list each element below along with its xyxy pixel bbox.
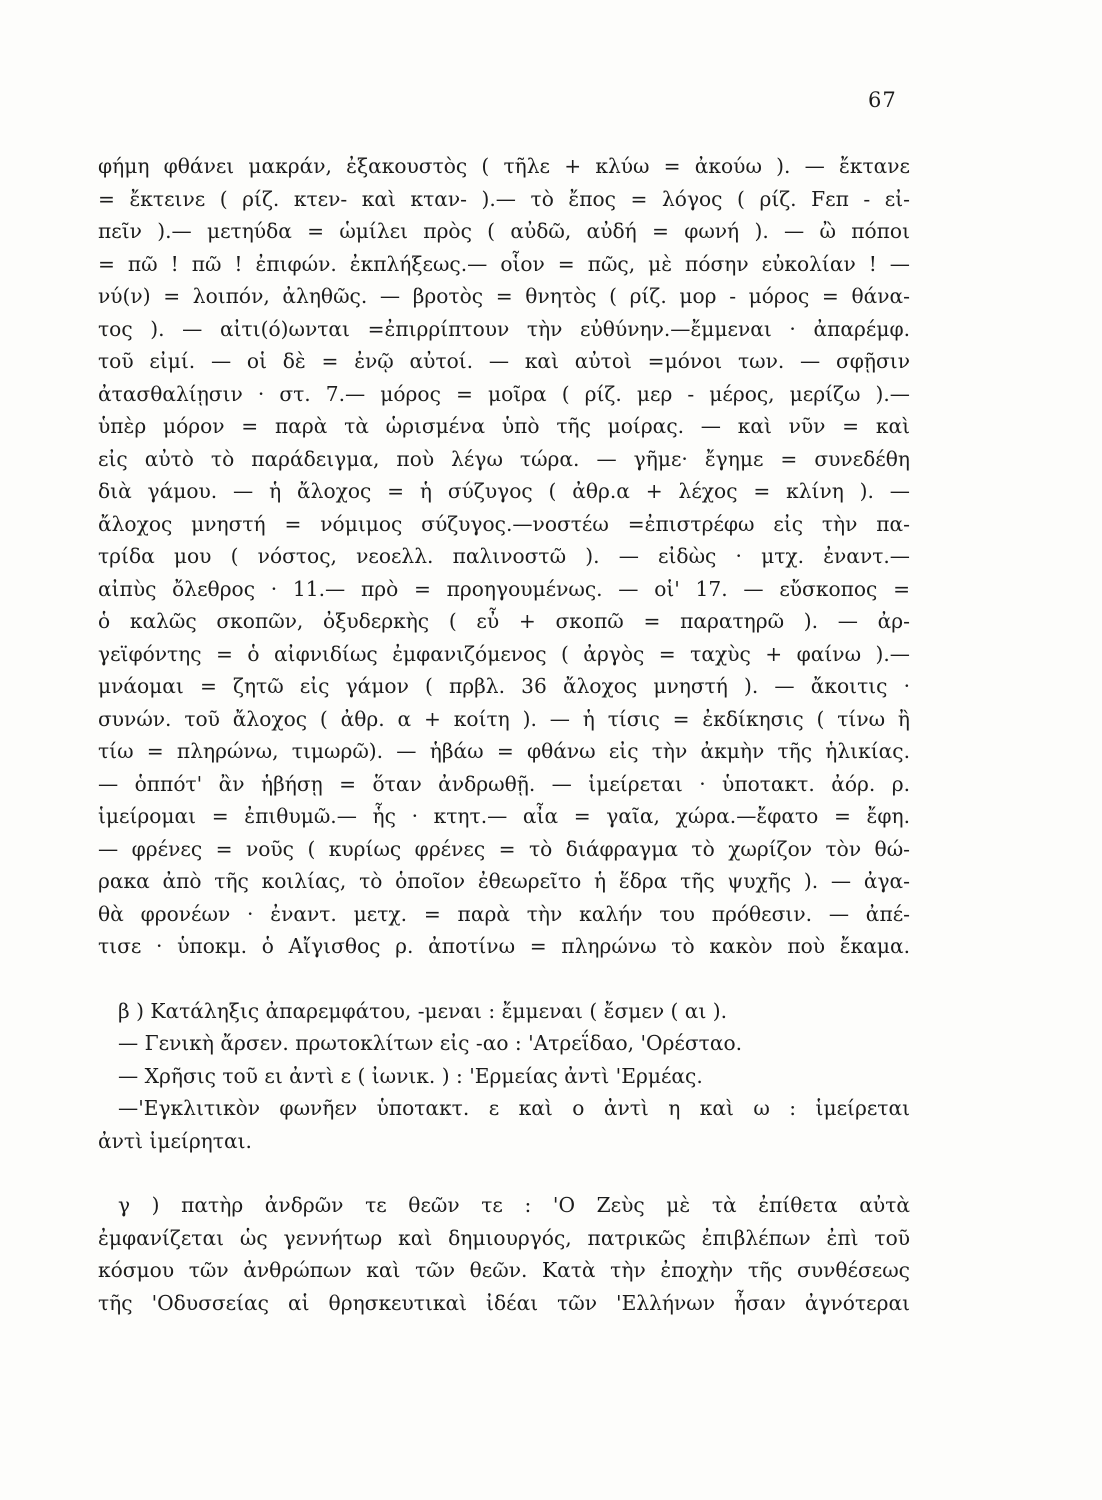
text-line: νύ(ν) = λοιπόν, ἀληθῶς. — βροτὸς = θνητὸς ( ρίζ. μορ - μόρος = θάνα- xyxy=(98,284,910,308)
text-line: αἰπὺς ὄλεθρος · 11.— πρὸ = προηγουμένως. — οἱ' 17. — εὔσκοπος = xyxy=(98,576,910,601)
text-line: ἄλοχος μνηστή = νόμιμος σύζυγος.—νοστέω =ἐπιστρέφω εἰς τὴν πα- xyxy=(98,511,910,536)
grammar-notes-paragraph xyxy=(98,995,910,1158)
text-line: τοῦ εἰμί. — οἱ δὲ = ἐνῷ αὐτοί. — καὶ αὐτοὶ =μόνοι των. — σφῇσιν xyxy=(98,349,910,373)
page-number: 67 xyxy=(868,88,897,112)
text-line: — ὁππότ' ἂν ἡβήσῃ = ὅταν ἀνδρωθῇ. — ἱμείρεται · ὑποτακτ. ἀόρ. ρ. xyxy=(98,771,910,796)
text-line: ὁ καλῶς σκοπῶν, ὀξυδερκὴς ( εὖ + σκοπῶ = παρατηρῶ ). — ἀρ- xyxy=(98,609,910,633)
zeus-paragraph xyxy=(98,1189,910,1319)
text-line: γεϊφόντης = ὁ αἰφνιδίως ἐμφανιζόμενος ( ἀργὸς = ταχὺς + φαίνω ).— xyxy=(98,641,910,666)
text-line: ρακα ἀπὸ τῆς κοιλίας, τὸ ὁποῖον ἐθεωρεῖτο ἡ ἕδρα τῆς ψυχῆς ). — ἀγα- xyxy=(98,869,910,893)
text-line: = ἔκτεινε ( ρίζ. κτεν- καὶ κταν- ).— τὸ ἔπος = λόγος ( ρίζ. Fεπ - εἰ- xyxy=(98,186,910,211)
text-line: ἀτασθαλίῃσιν · στ. 7.— μόρος = μοῖρα ( ρίζ. μερ - μέρος, μερίζω ).— xyxy=(98,381,910,406)
text-line: — φρένες = νοῦς ( κυρίως φρένες = τὸ διάφραγμα τὸ χωρίζον τὸν θώ- xyxy=(98,836,910,861)
text-line: διὰ γάμου. — ἡ ἄλοχος = ἡ σύζυγος ( ἀθρ.α + λέχος = κλίνη ). — xyxy=(98,479,910,503)
text-line: ἱμείρομαι = ἐπιθυμῶ.— ἧς · κτητ.— αἶα = γαῖα, χώρα.—ἔφατο = ἔφη. xyxy=(98,804,910,828)
text-line: θὰ φρονέων · ἐναντ. μετχ. = παρὰ τὴν καλήν του πρόθεσιν. — ἀπέ- xyxy=(98,901,910,926)
text-line: συνών. τοῦ ἄλοχος ( ἀθρ. α + κοίτη ). — ἡ τίσις = ἐκδίκησις ( τίνω ἢ xyxy=(98,706,910,731)
text-line: εἰς αὐτὸ τὸ παράδειγμα, ποὺ λέγω τώρα. — γῆμε· ἔγημε = συνεδέθη xyxy=(98,446,910,471)
text-line: φήμη φθάνει μακράν, ἐξακουστὸς ( τῆλε + κλύω = ἀκούω ). — ἔκτανε xyxy=(98,154,910,178)
text-line: τίω = πληρώνω, τιμωρῶ). — ἡβάω = φθάνω εἰς τὴν ἀκμὴν τῆς ἡλικίας. xyxy=(98,739,910,763)
text-line: = πῶ ! πῶ ! ἐπιφών. ἐκπλήξεως.— οἷον = πῶς, μὲ πόσην εὐκολίαν ! — xyxy=(98,251,910,276)
text-line: — Γενικὴ ἄρσεν. πρωτοκλίτων εἰς -αο : 'Ατρεΐδαο, 'Ορέσταο. xyxy=(118,1031,743,1055)
text-line: τρίδα μου ( νόστος, νεοελλ. παλινοστῶ ). — εἰδὼς · μτχ. ἐναντ.— xyxy=(98,544,910,568)
text-line: τῆς 'Οδυσσείας αἱ θρησκευτικαὶ ἰδέαι τῶν 'Ελλήνων ἦσαν ἀγνότεραι xyxy=(98,1290,910,1315)
commentary-paragraph xyxy=(98,150,910,963)
text-line: ἐμφανίζεται ὡς γεννήτωρ καὶ δημιουργός, πατρικῶς ἐπιβλέπων ἐπὶ τοῦ xyxy=(98,1225,910,1250)
page-body xyxy=(98,150,910,1319)
text-line: —'Εγκλιτικὸν φωνῆεν ὑποτακτ. ε καὶ ο ἀντὶ η καὶ ω : ἱμείρεται xyxy=(118,1096,910,1120)
text-line: κόσμου τῶν ἀνθρώπων καὶ τῶν θεῶν. Κατὰ τὴν ἐποχὴν τῆς συνθέσεως xyxy=(98,1258,910,1282)
text-line: τος ). — αἰτι(ό)ωνται =ἐπιρρίπτουν τὴν εὐθύνην.—ἔμμεναι · ἀπαρέμφ. xyxy=(98,316,910,341)
text-line: ὑπὲρ μόρον = παρὰ τὰ ὡρισμένα ὑπὸ τῆς μοίρας. — καὶ νῦν = καὶ xyxy=(98,414,910,438)
text-line: γ ) πατὴρ ἀνδρῶν τε θεῶν τε : 'Ο Ζεὺς μὲ τὰ ἐπίθετα αὐτὰ xyxy=(118,1193,910,1217)
text-line: — Χρῆσις τοῦ ει ἀντὶ ε ( ἰωνικ. ) : 'Ερμείας ἀντὶ 'Ερμέας. xyxy=(118,1063,703,1088)
text-line: πεῖν ).— μετηύδα = ὡμίλει πρὸς ( αὐδῶ, αὐδή = φωνή ). — ὢ πόποι xyxy=(98,219,910,243)
text-line: μνάομαι = ζητῶ εἰς γάμον ( πρβλ. 36 ἄλοχος μνηστή ). — ἄκοιτις · xyxy=(98,674,910,698)
text-line: β ) Κατάληξις ἀπαρεμφάτου, -μεναι : ἔμμεναι ( ἔσμεν ( αι ). xyxy=(118,998,728,1023)
text-line: τισε · ὑποκμ. ὁ Αἴγισθος ρ. ἀποτίνω = πληρώνω τὸ κακὸν ποὺ ἔκαμα. xyxy=(98,934,910,958)
text-line: ἀντὶ ἱμείρηται. xyxy=(98,1128,252,1153)
